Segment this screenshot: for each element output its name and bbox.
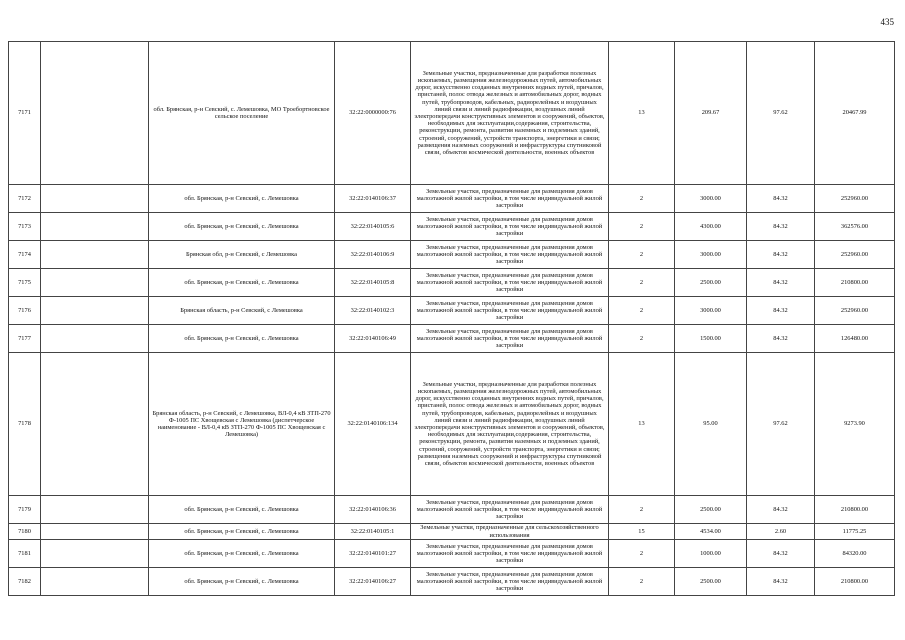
address-cell: Брянская обл, р-н Севский, с Лемешовка (149, 241, 335, 269)
area-cell: 4300.00 (675, 213, 747, 241)
cadastral-value-cell: 210800.00 (815, 269, 895, 297)
land-purpose-cell: Земельные участки, предназначенные для размещения домов малоэтажной жилой застройки, в том числе индивидуальной жилой застройки (411, 213, 609, 241)
area-cell: 3000.00 (675, 185, 747, 213)
rate-cell: 97.62 (747, 42, 815, 185)
cadastral-value-cell: 210800.00 (815, 568, 895, 596)
cadastral-number-cell: 32:22:0140106:27 (335, 568, 411, 596)
cadastral-number-cell: 32:22:0140106:37 (335, 185, 411, 213)
area-cell: 2500.00 (675, 496, 747, 524)
land-purpose-cell: Земельные участки, предназначенные для размещения домов малоэтажной жилой застройки, в том числе индивидуальной жилой застройки (411, 241, 609, 269)
cadastral-number-cell: 32:22:0140106:49 (335, 325, 411, 353)
category-code-cell: 2 (609, 213, 675, 241)
table-row (9, 325, 895, 353)
cadastral-value-cell: 362576.00 (815, 213, 895, 241)
land-registry-table (8, 41, 895, 596)
land-purpose-cell: Земельные участки, предназначенные для размещения домов малоэтажной жилой застройки, в том числе индивидуальной жилой застройки (411, 297, 609, 325)
area-cell: 3000.00 (675, 241, 747, 269)
area-cell: 1500.00 (675, 325, 747, 353)
cadastral-number-cell: 32:22:0140106:9 (335, 241, 411, 269)
land-purpose-cell: Земельные участки, предназначенные для размещения домов малоэтажной жилой застройки, в том числе индивидуальной жилой застройки (411, 496, 609, 524)
table-row (9, 241, 895, 269)
blank-cell (41, 568, 149, 596)
cadastral-number-cell: 32:22:0140106:36 (335, 496, 411, 524)
cadastral-value-cell: 20467.99 (815, 42, 895, 185)
cadastral-value-cell: 9273.90 (815, 353, 895, 496)
land-purpose-cell: Земельные участки, предназначенные для размещения домов малоэтажной жилой застройки, в том числе индивидуальной жилой застройки (411, 185, 609, 213)
table-row (9, 353, 895, 496)
address-cell: обл. Брянская, р-н Севский, с. Лемешовка, МО Троебортновское сельское поселение (149, 42, 335, 185)
rate-cell: 84.32 (747, 269, 815, 297)
land-purpose-cell: Земельные участки, предназначенные для размещения домов малоэтажной жилой застройки, в том числе индивидуальной жилой застройки (411, 325, 609, 353)
page-number: 435 (880, 17, 894, 27)
cadastral-value-cell: 252960.00 (815, 185, 895, 213)
area-cell: 2500.00 (675, 568, 747, 596)
row-index-cell: 7177 (9, 325, 41, 353)
blank-cell (41, 325, 149, 353)
rate-cell: 84.32 (747, 540, 815, 568)
rate-cell: 2.60 (747, 524, 815, 540)
table-row (9, 540, 895, 568)
area-cell: 4534.00 (675, 524, 747, 540)
category-code-cell: 2 (609, 269, 675, 297)
rate-cell: 84.32 (747, 496, 815, 524)
blank-cell (41, 185, 149, 213)
table-row (9, 496, 895, 524)
address-cell: обл. Брянская, р-н Севский, с. Лемешовка (149, 496, 335, 524)
blank-cell (41, 524, 149, 540)
rate-cell: 84.32 (747, 297, 815, 325)
cadastral-value-cell: 126480.00 (815, 325, 895, 353)
row-index-cell: 7173 (9, 213, 41, 241)
blank-cell (41, 213, 149, 241)
land-purpose-cell: Земельные участки, предназначенные для разработки полезных ископаемых, размещения железнодорожных путей, автомобильных дорог, искусственно созданных внутренних водных путей, причалов, пристаней, полос отвода железных и автомобильных дорог, водных путей, трубопроводов, кабельных, радиорелейных и воздушных линий связи и линий радиофикации, воздушных линий электропередачи конструктивных элементов и сооружений, объектов, необходимых для эксплуатации,содержания, строительства, реконструкции, ремонта, развития наземных и подземных зданий, строений, сооружений, устройств транспорта, энергетики и связи; размещения наземных сооружений и инфраструктуры спутниковой связи, объектов космической деятельности, военных объектов (411, 42, 609, 185)
land-purpose-cell: Земельные участки, предназначенные для размещения домов малоэтажной жилой застройки, в том числе индивидуальной жилой застройки (411, 540, 609, 568)
cadastral-value-cell: 84320.00 (815, 540, 895, 568)
area-cell: 209.67 (675, 42, 747, 185)
blank-cell (41, 42, 149, 185)
table-row (9, 213, 895, 241)
blank-cell (41, 297, 149, 325)
rate-cell: 84.32 (747, 213, 815, 241)
rate-cell: 84.32 (747, 325, 815, 353)
row-index-cell: 7181 (9, 540, 41, 568)
cadastral-value-cell: 210800.00 (815, 496, 895, 524)
address-cell: Брянская область, р-н Севский, с Лемешовка (149, 297, 335, 325)
cadastral-value-cell: 252960.00 (815, 297, 895, 325)
category-code-cell: 2 (609, 496, 675, 524)
address-cell: обл. Брянская, р-н Севский, с. Лемешовка (149, 213, 335, 241)
category-code-cell: 2 (609, 241, 675, 269)
category-code-cell: 2 (609, 297, 675, 325)
rate-cell: 84.32 (747, 568, 815, 596)
address-cell: Брянская область, р-н Севский, с Лемешовка, ВЛ-0,4 кВ ЗТП-270 Ф-1005 ПС Хвощевская с Лемешовка (диспетчерское наименование - ВЛ-0,4 кВ ЗТП-270 Ф-1005 ПС Хвощевская с Лемешовка) (149, 353, 335, 496)
land-purpose-cell: Земельные участки, предназначенные для размещения домов малоэтажной жилой застройки, в том числе индивидуальной жилой застройки (411, 568, 609, 596)
table-row (9, 297, 895, 325)
category-code-cell: 2 (609, 540, 675, 568)
cadastral-value-cell: 252960.00 (815, 241, 895, 269)
land-purpose-cell: Земельные участки, предназначенные для сельскохозяйственного использования (411, 524, 609, 540)
blank-cell (41, 269, 149, 297)
rate-cell: 84.32 (747, 185, 815, 213)
area-cell: 2500.00 (675, 269, 747, 297)
table-row (9, 524, 895, 540)
category-code-cell: 13 (609, 42, 675, 185)
row-index-cell: 7172 (9, 185, 41, 213)
category-code-cell: 2 (609, 325, 675, 353)
table-row (9, 568, 895, 596)
registry-rows (9, 42, 895, 596)
row-index-cell: 7174 (9, 241, 41, 269)
rate-cell: 84.32 (747, 241, 815, 269)
row-index-cell: 7179 (9, 496, 41, 524)
cadastral-number-cell: 32:22:0000000:76 (335, 42, 411, 185)
cadastral-number-cell: 32:22:0140105:1 (335, 524, 411, 540)
address-cell: обл. Брянская, р-н Севский, с. Лемешовка (149, 568, 335, 596)
category-code-cell: 15 (609, 524, 675, 540)
cadastral-number-cell: 32:22:0140105:6 (335, 213, 411, 241)
cadastral-number-cell: 32:22:0140106:134 (335, 353, 411, 496)
row-index-cell: 7175 (9, 269, 41, 297)
land-purpose-cell: Земельные участки, предназначенные для размещения домов малоэтажной жилой застройки, в том числе индивидуальной жилой застройки (411, 269, 609, 297)
table-row (9, 185, 895, 213)
address-cell: обл. Брянская, р-н Севский, с. Лемешовка (149, 325, 335, 353)
land-purpose-cell: Земельные участки, предназначенные для разработки полезных ископаемых, размещения железнодорожных путей, автомобильных дорог, искусственно созданных внутренних водных путей, причалов, пристаней, полос отвода железных и автомобильных дорог, водных путей, трубопроводов, кабельных, радиорелейных и воздушных линий связи и линий радиофикации, воздушных линий электропередачи конструктивных элементов и сооружений, объектов, необходимых для эксплуатации,содержания, строительства, реконструкции, ремонта, развития наземных и подземных зданий, строений, сооружений, устройств транспорта, энергетики и связи; размещения наземных сооружений и инфраструктуры спутниковой связи, объектов космической деятельности, военных объектов (411, 353, 609, 496)
cadastral-number-cell: 32:22:0140101:27 (335, 540, 411, 568)
row-index-cell: 7180 (9, 524, 41, 540)
blank-cell (41, 353, 149, 496)
address-cell: обл. Брянская, р-н Севский, с. Лемешовка (149, 524, 335, 540)
row-index-cell: 7171 (9, 42, 41, 185)
blank-cell (41, 496, 149, 524)
blank-cell (41, 241, 149, 269)
cadastral-number-cell: 32:22:0140102:3 (335, 297, 411, 325)
table-row (9, 269, 895, 297)
area-cell: 3000.00 (675, 297, 747, 325)
cadastral-value-cell: 11775.25 (815, 524, 895, 540)
rate-cell: 97.62 (747, 353, 815, 496)
row-index-cell: 7182 (9, 568, 41, 596)
area-cell: 95.00 (675, 353, 747, 496)
row-index-cell: 7178 (9, 353, 41, 496)
category-code-cell: 2 (609, 568, 675, 596)
address-cell: обл. Брянская, р-н Севский, с. Лемешовка (149, 269, 335, 297)
area-cell: 1000.00 (675, 540, 747, 568)
cadastral-number-cell: 32:22:0140105:8 (335, 269, 411, 297)
blank-cell (41, 540, 149, 568)
address-cell: обл. Брянская, р-н Севский, с. Лемешовка (149, 540, 335, 568)
row-index-cell: 7176 (9, 297, 41, 325)
category-code-cell: 2 (609, 185, 675, 213)
address-cell: обл. Брянская, р-н Севский, с. Лемешовка (149, 185, 335, 213)
category-code-cell: 13 (609, 353, 675, 496)
table-row (9, 42, 895, 185)
